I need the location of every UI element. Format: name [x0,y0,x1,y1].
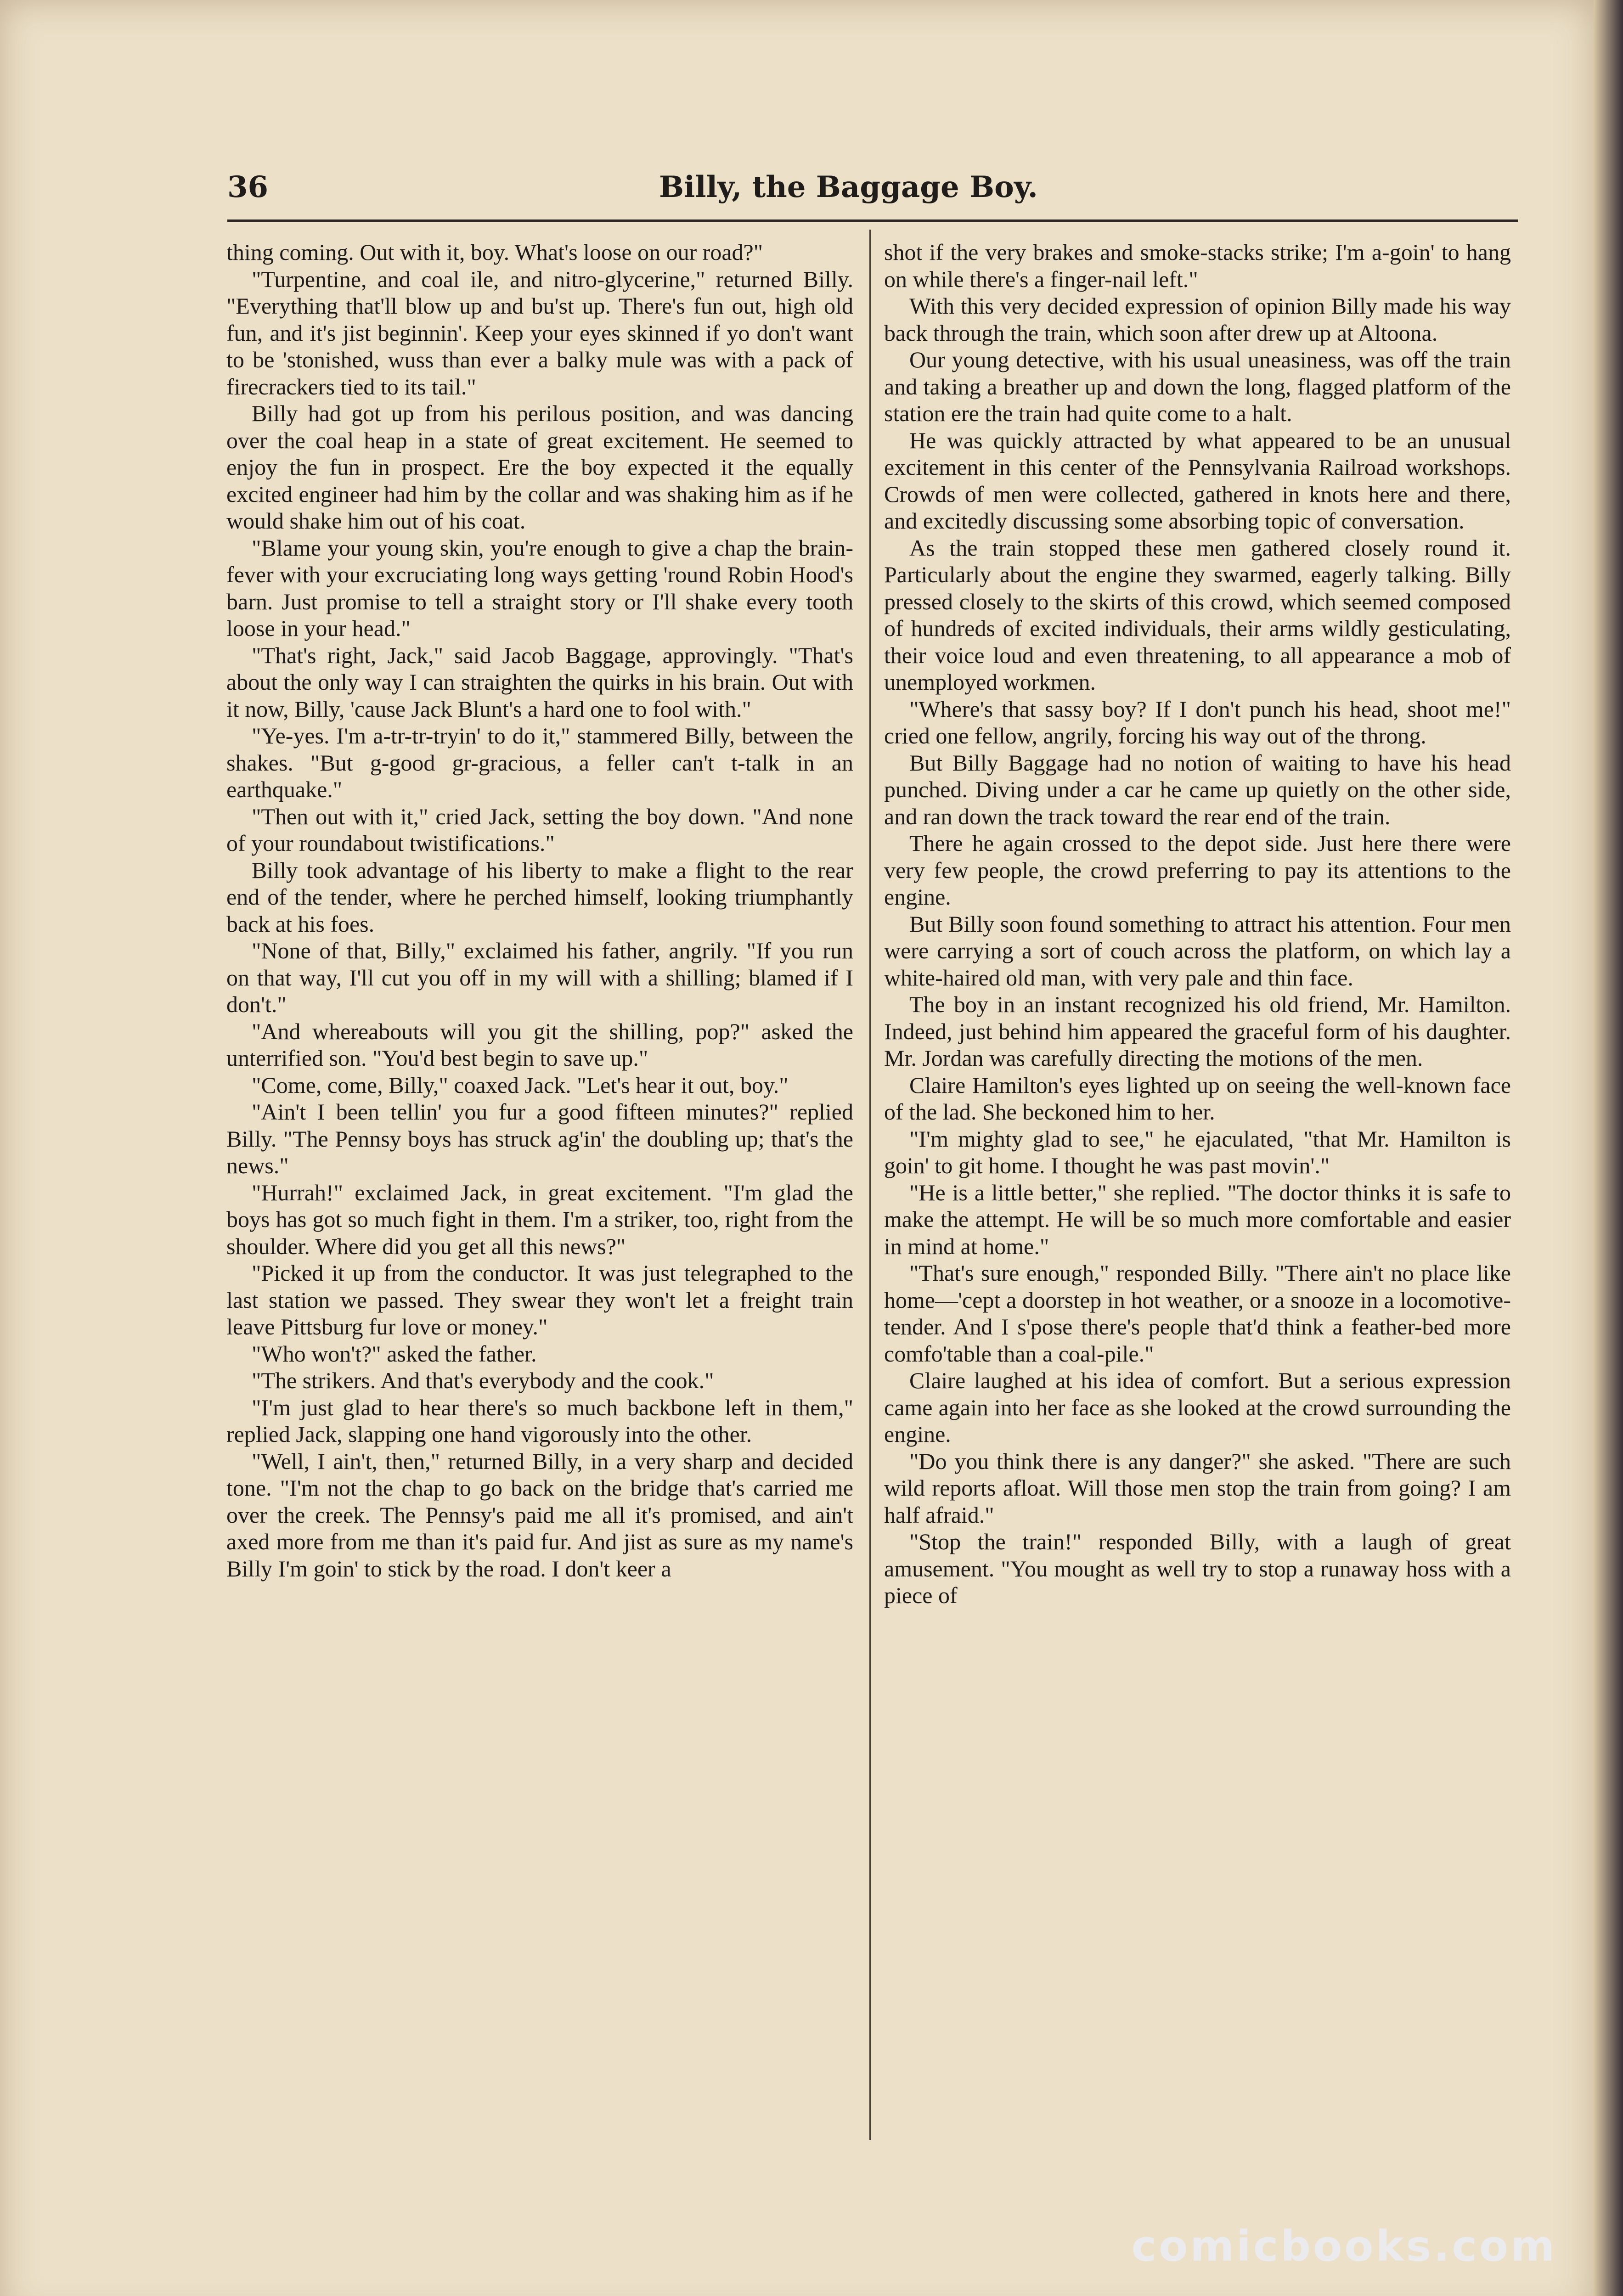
watermark: comicbooks.com [1131,2222,1557,2271]
paragraph: "Ain't I been tellin' you fur a good fifteen minutes?" replied Billy. "The Pennsy boys has struck ag'in' the doubling up; that's the news." [226,1099,853,1178]
paragraph: "Do you think there is any danger?" she asked. "There are such wild reports afloat. Will those men stop the train from going? I am half afraid." [884,1448,1511,1528]
paragraph: With this very decided expression of opinion Billy made his way back through the train, which soon after drew up at Altoona. [884,293,1511,346]
header-rule [227,219,1518,222]
paragraph: "I'm mighty glad to see," he ejaculated, "that Mr. Hamilton is goin' to git home. I thought he was past movin'." [884,1125,1511,1178]
paragraph: As the train stopped these men gathered closely round it. Particularly about the engine they swarmed, eagerly talking. Billy pressed closely to the skirts of this crowd, which seemed composed of hundreds of excited individuals, their arms wildly gesticulating, their voice loud and even threatening, to all appearance a mob of unemployed workmen. [884,535,1511,695]
paragraph: "Who won't?" asked the father. [252,1340,537,1367]
paragraph: Claire Hamilton's eyes lighted up on seeing the well-known face of the lad. She beckoned him to her. [884,1072,1511,1125]
paragraph: "That's right, Jack," said Jacob Baggage, approvingly. "That's about the only way I can straighten the quirks in his brain. Out with it now, Billy, 'cause Jack Blunt's a hard one to fool with." [226,642,853,722]
column-divider [869,230,871,2140]
paragraph: "Well, I ain't, then," returned Billy, in a very sharp and decided tone. "I'm not the chap to go back on the bridge that's carried me over the creek. The Pennsy's paid me all it's promised, and ain't axed more from me than it's paid fur. And jist as sure as my name's Billy I'm goin' to stick by the road. I don't keer a [226,1448,853,1581]
paragraph: "And whereabouts will you git the shilling, pop?" asked the unterrified son. "You'd best begin to save up." [226,1018,853,1071]
paragraph: He was quickly attracted by what appeared to be an unusual excitement in this center of the Pennsylvania Railroad workshops. Crowds of men were collected, gathered in knots here and there, and excitedly discussing some absorbing topic of conversation. [884,427,1511,534]
paragraph: "Turpentine, and coal ile, and nitro-glycerine," returned Billy. "Everything that'll blow up and bu'st up. There's fun out, high old fun, and it's jist beginnin'. Keep your eyes skinned if yo don't want to be 'stonished, wuss than ever a balky mule was with a pack of firecrackers tied to its tail." [226,266,853,400]
paragraph: "Come, come, Billy," coaxed Jack. "Let's hear it out, boy." [252,1072,789,1098]
paragraph: "The strikers. And that's everybody and the cook." [252,1367,714,1393]
paragraph: "Blame your young skin, you're enough to give a chap the brain-fever with your excruciating long ways getting 'round Robin Hood's barn. Just promise to tell a straight story or I'll shake every tooth loose in your head." [226,535,853,641]
right-column [884,239,1511,2167]
paragraph: "Where's that sassy boy? If I don't punch his head, shoot me!" cried one fellow, angrily, forcing his way out of the throng. [884,696,1511,748]
paragraph: thing coming. Out with it, boy. What's loose on our road?" [226,239,763,265]
paragraph: "Picked it up from the conductor. It was just telegraphed to the last station we passed. They swear they won't let a freight train leave Pittsburg fur love or money." [226,1260,853,1339]
paragraph: There he again crossed to the depot side. Just here there were very few people, the crowd preferring to pay its attentions to the engine. [884,830,1511,910]
paragraph: "That's sure enough," responded Billy. "There ain't no place like home—'cept a doorstep in hot weather, or a snooze in a locomotive-tender. And I s'pose there's people that'd think a feather-bed more comfo'table than a coal-pile." [884,1260,1511,1367]
paragraph: "None of that, Billy," exclaimed his father, angrily. "If you run on that way, I'll cut you off in my will with a shilling; blamed if I don't." [226,938,853,1017]
book-title: Billy, the Baggage Boy. [659,170,1038,204]
paragraph: "I'm just glad to hear there's so much backbone left in them," replied Jack, slapping one hand vigorously into the other. [226,1394,853,1447]
paragraph: "Stop the train!" responded Billy, with a laugh of great amusement. "You mought as well try to stop a runaway hoss with a piece of [884,1529,1511,1608]
paragraph: Claire laughed at his idea of comfort. But a serious expression came again into her face as she looked at the crowd surrounding the engine. [884,1367,1511,1447]
paragraph: But Billy soon found something to attract his attention. Four men were carrying a sort of couch across the platform, on which lay a white-haired old man, with very pale and thin face. [884,911,1511,990]
running-head [227,170,1513,216]
paragraph: The boy in an instant recognized his old friend, Mr. Hamilton. Indeed, just behind him appeared the graceful form of his daughter. Mr. Jordan was carefully directing the motions of the men. [884,991,1511,1071]
paragraph: shot if the very brakes and smoke-stacks strike; I'm a-goin' to hang on while there's a finger-nail left." [884,239,1511,292]
paragraph: Billy had got up from his perilous position, and was dancing over the coal heap in a state of great excitement. He seemed to enjoy the fun in prospect. Ere the boy expected it the equally excited engineer had him by the collar and was shaking him as if he would shake him out of his coat. [226,400,853,534]
paragraph: "Ye-yes. I'm a-tr-tr-tryin' to do it," stammered Billy, between the shakes. "But g-good gr-gracious, a feller can't t-talk in an earthquake." [226,723,853,802]
page-number: 36 [227,170,269,204]
paragraph: Billy took advantage of his liberty to make a flight to the rear end of the tender, where he perched himself, looking triumphantly back at his foes. [226,857,853,937]
paragraph: "Then out with it," cried Jack, setting the boy down. "And none of your roundabout twistifications." [226,803,853,856]
paragraph: Our young detective, with his usual uneasiness, was off the train and taking a breather up and down the long, flagged platform of the station ere the train had quite come to a halt. [884,347,1511,426]
left-column [226,239,853,2167]
paragraph: But Billy Baggage had no notion of waiting to have his head punched. Diving under a car he came up quietly on the other side, and ran down the track toward the rear end of the train. [884,749,1511,829]
paragraph: "He is a little better," she replied. "The doctor thinks it is safe to make the attempt. He will be so much more comfortable and easier in mind at home." [884,1179,1511,1259]
page-edge [1594,0,1623,2296]
paragraph: "Hurrah!" exclaimed Jack, in great excitement. "I'm glad the boys has got so much fight in them. I'm a striker, too, right from the shoulder. Where did you get all this news?" [226,1179,853,1259]
